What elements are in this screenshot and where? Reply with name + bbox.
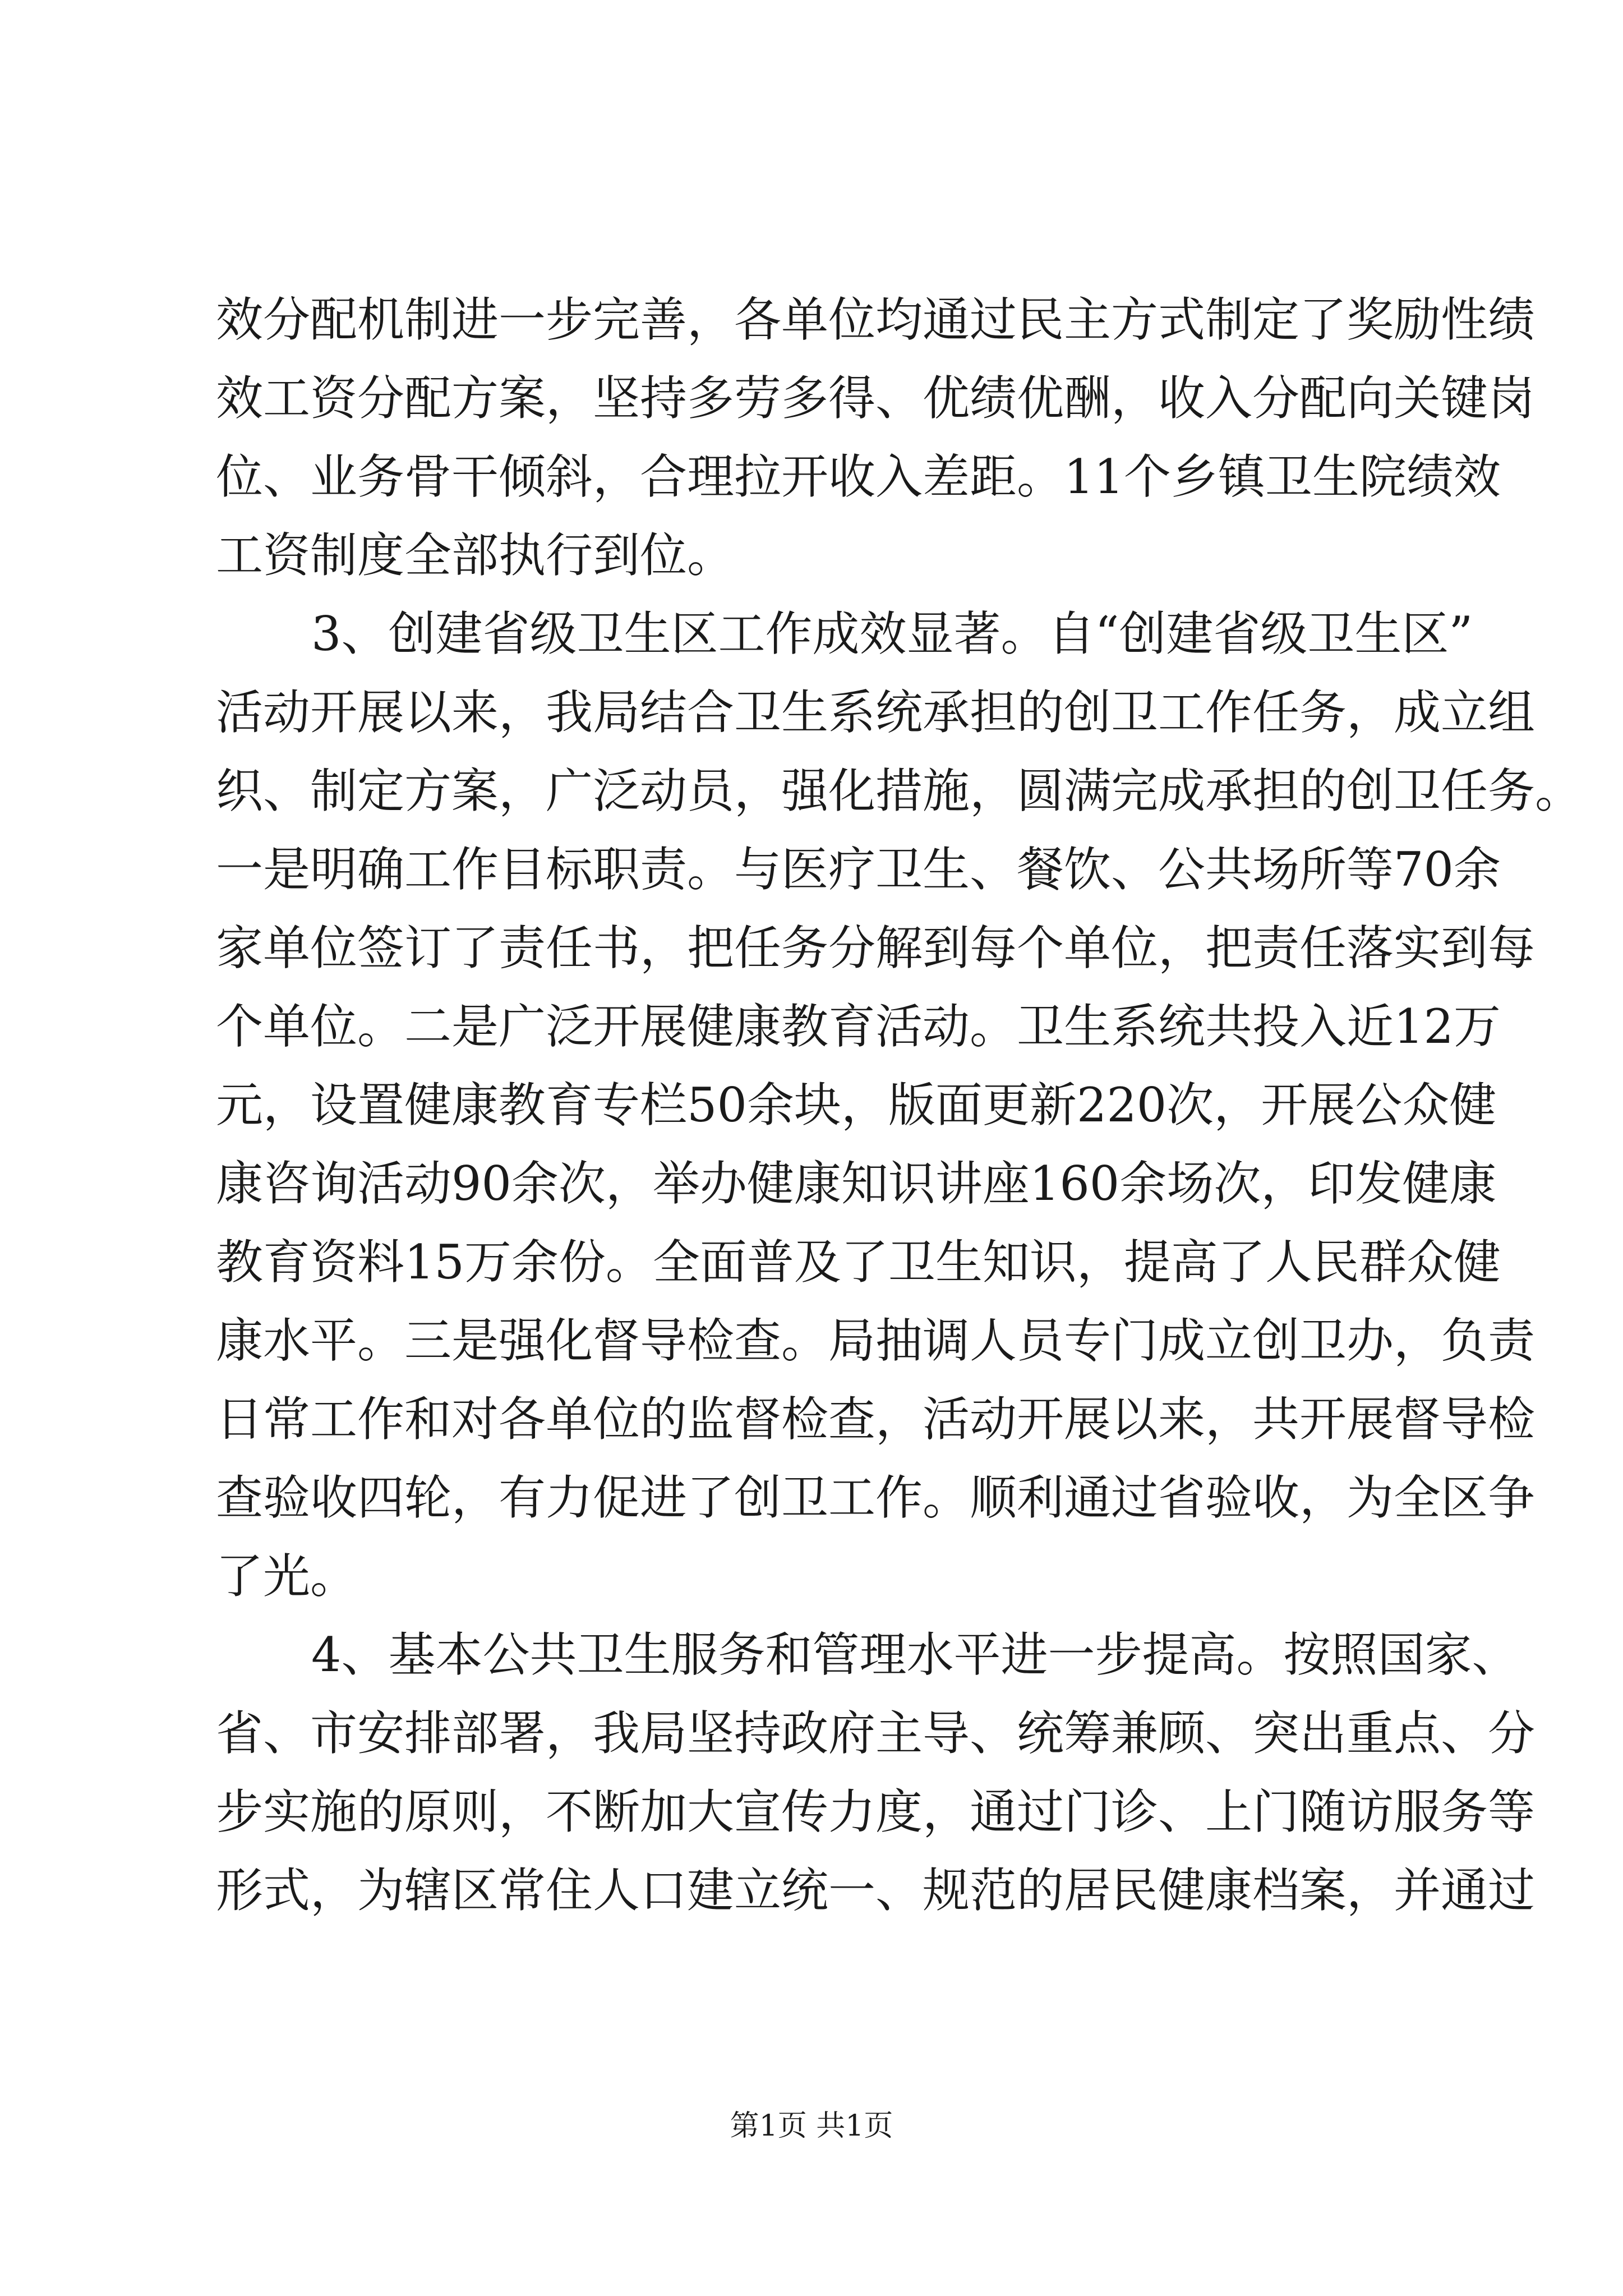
paragraph-line: 查验收四轮，有力促进了创卫工作。顺利通过省验收，为全区争 xyxy=(216,1470,1536,1525)
paragraph-line: 日常工作和对各单位的监督检查，活动开展以来，共开展督导检 xyxy=(216,1392,1536,1447)
paragraph-line: 元，设置健康教育专栏50余块，版面更新220次，开展公众健 xyxy=(216,1078,1497,1133)
paragraph-line: 工资制度全部执行到位。 xyxy=(216,528,735,583)
paragraph-line: 一是明确工作目标职责。与医疗卫生、餐饮、公共场所等70余 xyxy=(216,842,1501,897)
paragraph-line: 家单位签订了责任书，把任务分解到每个单位，把责任落实到每 xyxy=(216,921,1536,976)
paragraph-line: 3、创建省级卫生区工作成效显著。自“创建省级卫生区” xyxy=(311,606,1473,661)
paragraph-line: 效分配机制进一步完善，各单位均通过民主方式制定了奖励性绩 xyxy=(216,292,1536,347)
paragraph-line: 织、制定方案，广泛动员，强化措施，圆满完成承担的创卫任务。 xyxy=(216,763,1583,818)
paragraph-line: 位、业务骨干倾斜，合理拉开收入差距。11个乡镇卫生院绩效 xyxy=(216,449,1501,504)
paragraph-line: 步实施的原则，不断加大宣传力度，通过门诊、上门随访服务等 xyxy=(216,1784,1536,1839)
paragraph-line: 个单位。二是广泛开展健康教育活动。卫生系统共投入近12万 xyxy=(216,999,1501,1054)
paragraph-line: 4、基本公共卫生服务和管理水平进一步提高。按照国家、 xyxy=(311,1627,1519,1682)
paragraph-line: 效工资分配方案，坚持多劳多得、优绩优酬，收入分配向关键岗 xyxy=(216,371,1536,426)
paragraph-line: 康水平。三是强化督导检查。局抽调人员专门成立创卫办，负责 xyxy=(216,1313,1536,1368)
document-body xyxy=(216,280,1583,1930)
paragraph-line: 康咨询活动90余次，举办健康知识讲座160余场次，印发健康 xyxy=(216,1156,1497,1211)
page-number-footer: 第1页 共1页 xyxy=(730,2109,893,2143)
paragraph-line: 教育资料15万余份。全面普及了卫生知识，提高了人民群众健 xyxy=(216,1235,1501,1290)
paragraph-line: 了光。 xyxy=(216,1549,358,1604)
paragraph-line: 省、市安排部署，我局坚持政府主导、统筹兼顾、突出重点、分 xyxy=(216,1706,1536,1761)
paragraph-line: 形式，为辖区常住人口建立统一、规范的居民健康档案，并通过 xyxy=(216,1863,1536,1918)
paragraph-line: 活动开展以来，我局结合卫生系统承担的创卫工作任务，成立组 xyxy=(216,685,1536,740)
